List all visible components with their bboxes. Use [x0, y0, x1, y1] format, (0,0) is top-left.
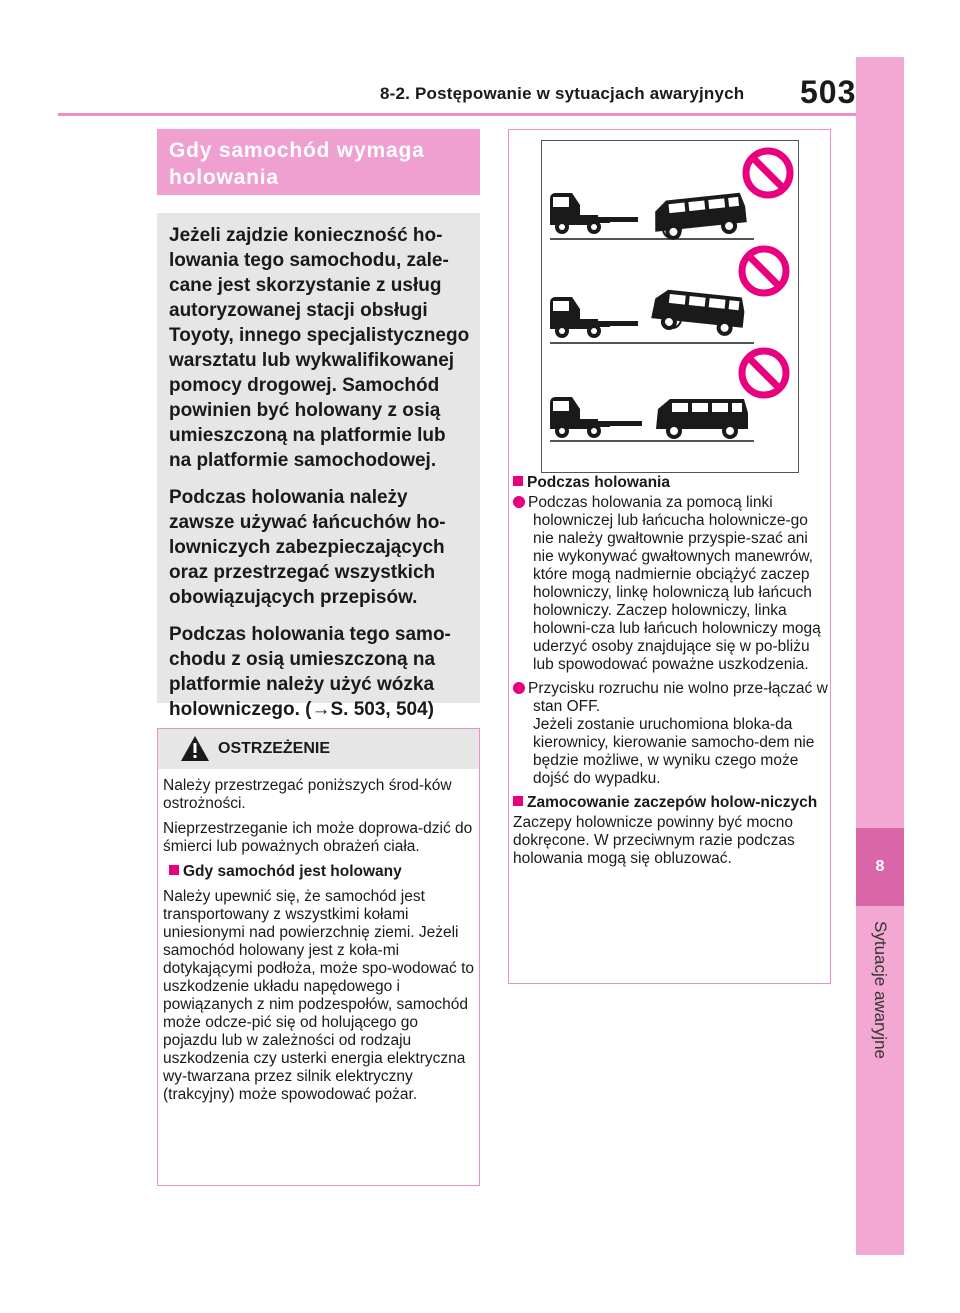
side-chapter-number: 8 — [856, 828, 904, 906]
warning-subheading-text: Gdy samochód jest holowany — [183, 863, 402, 880]
side-tab — [856, 57, 904, 1255]
warning-paragraph-3: Należy upewnić się, że samochód jest transportowany z wszystkimi kołami uniesionymi nad powierzchnię ziemi. Jeżeli samochód holowany jest z koła-mi dotykającymi podłoża, może spo-wodować to uszkodzenie układu napędowego i powiązanych z nim podzespołów, samochód może odcze-pić się od holującego go pojazdu lub w zależności od rodzaju uszkodzenia czy usterki energia elektryczna wy-twarzana przez silnik elektryczny (trakcyjny) może spowodować pożar. — [163, 888, 475, 1103]
towing-illustration — [541, 140, 799, 473]
intro-paragraph-1: Jeżeli zajdzie konieczność ho-lowania tego samochodu, zale-cane jest skorzystanie z usług autoryzowanej stacji obsługi Toyoty, innego specjalistycznego warsztatu lub wykwalifikowanej pomocy drogowej. Samochód powinien być holowany z osią umieszczoną na platformie lub na platformie samochodowej. — [169, 225, 470, 471]
warning-body — [158, 769, 479, 1104]
header-rule — [58, 113, 856, 116]
warning-title: OSTRZEŻENIE — [218, 740, 331, 757]
warning-header — [158, 729, 479, 769]
right-subheading-2-text: Zamocowanie zaczepów holow-niczych — [527, 794, 818, 811]
right-subheading-1 — [513, 474, 828, 492]
intro-paragraph-3: Podczas holowania tego samo-chodu z osią umieszczoną na platformie należy użyć wózka holowniczego. (→S. 503, 504) — [169, 624, 451, 720]
towing-diagrams-svg — [542, 141, 798, 472]
right-bullet-1-text: Podczas holowania za pomocą linki holowniczej lub łańcucha holownicze-go nie należy gwałtownie przyspie-szać ani nie wykonywać gwałtownych manewrów, które mogą nadmiernie obciążyć zaczep holowniczy, linkę holowniczą lub łańcuch holowniczy. Zaczep holowniczy, linka holowni-cza lub łańcuch holowniczy mogą uderzyć osoby znajdujące się w po-bliżu lub spowodować poważne uszkodzenia. — [528, 494, 821, 673]
warning-paragraph-2: Nieprzestrzeganie ich może doprowa-dzić do śmierci lub poważnych obrażeń ciała. — [163, 820, 473, 855]
right-info-box — [508, 129, 831, 984]
section-title: Gdy samochód wymaga holowania — [157, 129, 480, 195]
right-bullet-2-cont — [513, 716, 828, 788]
warning-box — [157, 728, 480, 1186]
round-bullet-icon — [513, 496, 525, 508]
square-bullet-icon — [513, 796, 523, 806]
warning-triangle-icon — [180, 735, 210, 762]
right-text — [513, 474, 828, 874]
page-number: 503 — [800, 74, 857, 110]
round-bullet-icon — [513, 682, 525, 694]
side-chapter-label: Sytuacje awaryjne — [871, 921, 890, 1059]
right-paragraph-end: Zaczepy holownicze powinny być mocno dokręcone. W przeciwnym razie podczas holowania mogą się obluzować. — [513, 814, 795, 867]
square-bullet-icon — [169, 865, 179, 875]
right-bullet-2b-text: Jeżeli zostanie uruchomiona bloka-da kierownicy, kierowanie samocho-dem nie będzie możliwe, w wyniku czego może dojść do wypadku. — [533, 716, 815, 787]
warning-subheading — [163, 863, 475, 881]
right-bullet-2a-text: Przycisku rozruchu nie wolno prze-łączać w stan OFF. — [528, 680, 828, 715]
right-subheading-2 — [513, 794, 828, 812]
right-subheading-1-text: Podczas holowania — [527, 474, 670, 491]
right-bullet-1 — [513, 494, 828, 674]
header-title: 8-2. Postępowanie w sytuacjach awaryjnych — [380, 84, 745, 103]
square-bullet-icon — [513, 476, 523, 486]
intro-box — [157, 213, 480, 720]
intro-paragraph-2: Podczas holowania należy zawsze używać łańcuchów ho-lowniczych zabezpieczających oraz przestrzegać wszystkich obowiązujących przepisów. — [169, 487, 446, 608]
warning-paragraph-1: Należy przestrzegać poniższych środ-ków ostrożności. — [163, 777, 452, 812]
right-bullet-2 — [513, 680, 828, 716]
